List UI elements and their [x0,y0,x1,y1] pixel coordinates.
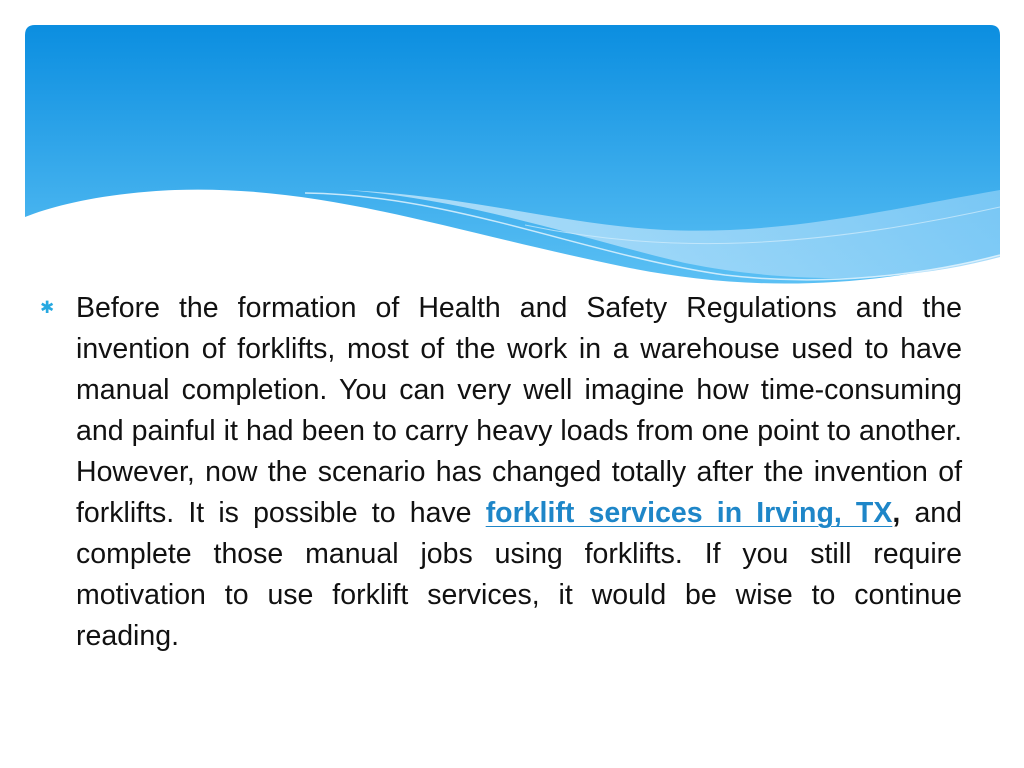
link-comma: , [892,497,901,529]
content-area [40,288,962,657]
asterisk-icon: ✱ [40,298,55,318]
bullet-item [40,288,962,657]
paragraph-text-before: Before the formation of Health and Safety Regulations and the invention of forklifts, most of the work in a warehouse used to have manual completion. You can very well imagine how time-consuming and painful it had been to carry heavy loads from one point to another. However, now the scenario has changed totally after the invention of forklifts. It is possible to have [76,292,962,529]
bullet-paragraph [76,288,962,657]
header-wave-banner [25,25,1000,295]
forklift-services-link[interactable]: forklift services in Irving, TX [485,497,893,529]
paragraph-text-after: and complete those manual jobs using forklifts. If you still require motivation to use forklift services, it would be wise to continue reading. [76,497,962,652]
